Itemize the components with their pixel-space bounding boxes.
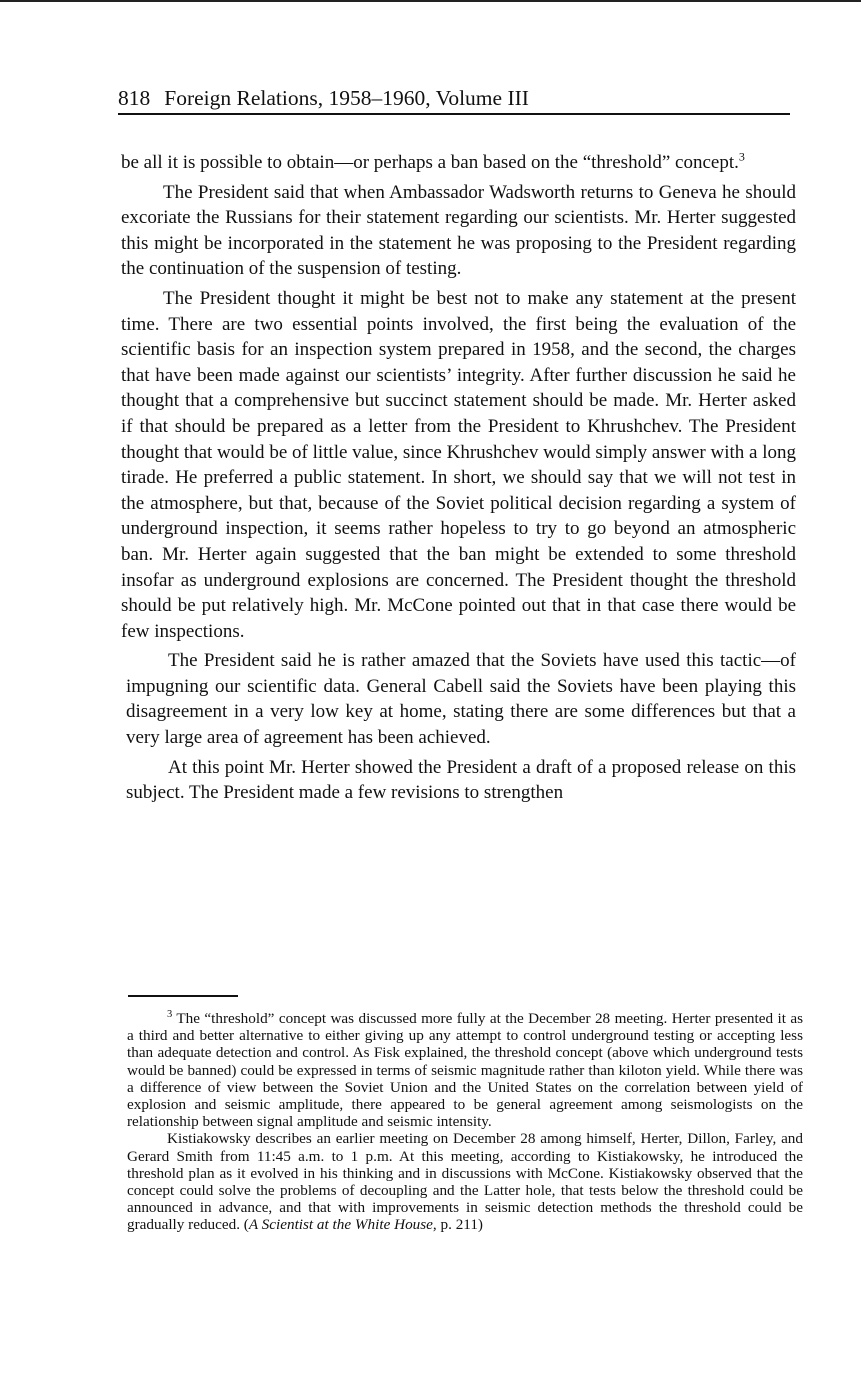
footnote-3-p2-text: Kistiakowsky describes an earlier meeting on December 28 among himself, Herter, Dillon, Farley, and Gerard Smith from 11:45 a.m. to 1 p.m. At this meeting, according to Kistiakowsky, he introduced the threshold plan as it evolved in his thinking and in discussions with McCone. Kistiakowsky observed that the concept could solve the problems of decoupling and the Latter hole, that tests below the threshold could be announced in advance, and that with improvements in seismic detection methods the threshold could be gradually reduced. ( bbox=[127, 1130, 803, 1234]
paragraph-2: The President said that when Ambassador Wadsworth returns to Geneva he should excoriate the Russians for their statement regarding our scientists. Mr. Herter suggested this might be incorporated in the statement he was proposing to the President regarding the continuation of the suspension of testing. bbox=[121, 181, 796, 280]
footnote-separator bbox=[128, 995, 238, 997]
header-rule bbox=[118, 113, 790, 115]
footnote-reference-3: 3 bbox=[738, 149, 745, 164]
footnote-3-paragraph-2 bbox=[127, 1130, 803, 1233]
footnote-3 bbox=[127, 1010, 803, 1130]
running-header bbox=[118, 84, 790, 112]
paragraph-3: The President thought it might be best not to make any statement at the present time. There are two essential points involved, the first being the evaluation of the scientific basis for an inspection system prepared in 1958, and the second, the charges that have been made against our scientists’ integrity. After further discussion he said he thought that a comprehensive but succinct statement should be made. Mr. Herter asked if that should be prepared as a letter from the President to Khrushchev. The President thought that would be of little value, since Khrushchev would simply answer with a long tirade. He preferred a public statement. In short, we should say that we will not test in the atmosphere, but that, because of the Soviet political decision regarding a system of underground inspection, it seems rather hopeless to try to go beyond an atmospheric ban. Mr. Herter again suggested that the ban might be extended to some threshold insofar as underground explosions are concerned. The President thought the threshold should be put relatively high. Mr. McCone pointed out that in that case there would be few inspections. bbox=[121, 287, 796, 642]
page-edge-line bbox=[0, 0, 861, 2]
paragraph-4: The President said he is rather amazed that the Soviets have used this tactic—of impugning our scientific data. General Cabell said the Soviets have been playing this disagreement in a very low key at home, stating there are some differences but that a very large area of agreement has been achieved. bbox=[126, 650, 796, 749]
paragraph-1-text: be all it is possible to obtain—or perhaps a ban based on the “threshold” concept. bbox=[121, 152, 739, 173]
paragraph-continuation bbox=[121, 150, 796, 176]
page-number: 818 bbox=[118, 86, 151, 110]
citation-title: A Scientist at the White House bbox=[248, 1216, 433, 1234]
footnote-3-marker: 3 bbox=[167, 1008, 173, 1020]
paragraph-5: At this point Mr. Herter showed the President a draft of a proposed release on this subject. The President made a few revisions to strengthen bbox=[126, 756, 796, 804]
main-text bbox=[121, 150, 796, 810]
citation-page: , p. 211) bbox=[432, 1216, 483, 1234]
footnote-3-text: The “threshold” concept was discussed more fully at the December 28 meeting. Herter presented it as a third and better alternative to either giving up any attempt to control underground testing or accepting less than adequate detection and control. As Fisk explained, the threshold concept (above which underground tests would be banned) could be expressed in terms of seismic magnitude rather than kiloton yield. While there was a difference of view between the Soviet Union and the United States on the correlation between yield of explosion and seismic amplitude, there appeared to be general agreement among seismologists on the relationship between signal amplitude and seismic intensity. bbox=[127, 1010, 803, 1131]
running-title: Foreign Relations, 1958–1960, Volume III bbox=[164, 86, 529, 110]
footnotes bbox=[127, 1010, 803, 1234]
